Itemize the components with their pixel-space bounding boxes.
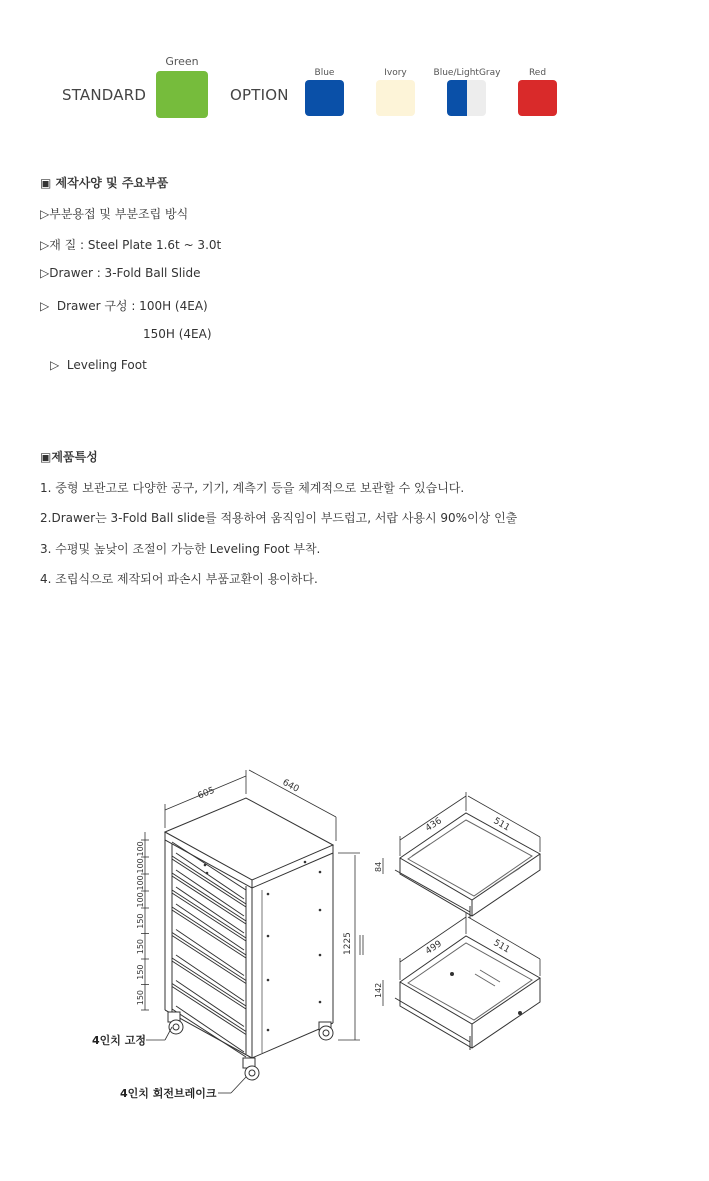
red-color-swatch <box>518 80 557 116</box>
drawer-height-label: 150 <box>136 938 145 955</box>
feature-item: 1. 중형 보관고로 다양한 공구, 기기, 계측기 등을 체계적으로 보관할 수 있습니다. <box>40 481 465 495</box>
ivory-color-label: Ivory <box>384 68 407 78</box>
spec-heading: ▣ 제작사양 및 주요부품 <box>40 176 169 190</box>
blue-color-swatch <box>305 80 344 116</box>
drawer-front-bottom <box>172 958 246 1006</box>
spec-item: ▷부분용접 및 부분조립 방식 <box>40 207 189 221</box>
drawer-height-label: 100 <box>136 858 145 874</box>
small-drawer-width: 436 <box>423 816 444 834</box>
blue-color-label: Blue <box>314 68 335 78</box>
large-drawer-width: 499 <box>423 939 444 957</box>
drawer-front-bottom <box>172 984 246 1032</box>
feature-item: 3. 수평및 높낮이 조절이 가능한 Leveling Foot 부착. <box>40 542 321 556</box>
drawer-height-label: 100 <box>136 841 145 857</box>
blue-lightgray-color-label: Blue/LightGray <box>433 68 501 78</box>
blue-lightgray-color-swatch <box>447 80 486 116</box>
caster-fixed-label: 4인치 고정 <box>92 1034 146 1047</box>
drawer-front-bottom <box>172 1009 246 1057</box>
drawer-height-label: 150 <box>136 964 145 980</box>
spec-item: ▷Drawer : 3-Fold Ball Slide <box>40 266 201 280</box>
drawer-height-label: 150 <box>136 913 145 929</box>
drawer-height-label: 150 <box>136 989 145 1006</box>
caster-swivel-label: 4인치 회전브레이크 <box>120 1087 217 1100</box>
large-drawer-depth: 511 <box>491 938 512 956</box>
spec-item: ▷재 질 : Steel Plate 1.6t ~ 3.0t <box>40 238 222 252</box>
ivory-color-swatch <box>376 80 415 116</box>
spec-item: ▷ Drawer 구성 : 100H (4EA) <box>40 299 208 313</box>
cabinet-height-dimension: 1225 <box>343 932 353 955</box>
drawer-handle <box>176 955 244 1001</box>
cabinet-width-dimension: 605 <box>196 785 217 802</box>
drawer-front-bottom <box>172 933 246 981</box>
drawer-height-label: 100 <box>136 875 145 891</box>
red-color-label: Red <box>528 68 547 78</box>
drawer-handle <box>176 887 244 933</box>
feature-item: 4. 조립식으로 제작되어 파손시 부품교환이 용이하다. <box>40 572 318 586</box>
feature-heading: ▣제품특성 <box>40 450 98 464</box>
standard-label: STANDARD <box>62 86 147 104</box>
spec-item: ▷ Leveling Foot <box>50 358 147 372</box>
drawer-handle <box>176 904 244 950</box>
drawer-handle <box>176 1006 244 1052</box>
cabinet-depth-dimension: 640 <box>280 777 301 795</box>
feature-item: 2.Drawer는 3-Fold Ball slide를 적용하여 움직임이 부드럽고, 서랍 사용시 90%이상 인출 <box>40 511 518 525</box>
drawer-handle <box>176 981 244 1027</box>
large-drawer-drawing <box>395 936 540 1050</box>
large-drawer-height: 142 <box>374 982 383 998</box>
spec-item: 150H (4EA) <box>143 327 212 341</box>
cabinet-technical-drawing <box>0 740 709 1120</box>
drawer-height-label: 100 <box>136 892 145 908</box>
option-label: OPTION <box>230 86 289 104</box>
drawer-handle <box>176 930 244 976</box>
small-drawer-depth: 511 <box>491 816 512 834</box>
green-color-swatch <box>156 71 208 118</box>
drawer-handle <box>176 870 244 916</box>
small-drawer-height: 84 <box>374 861 383 872</box>
green-color-label: Green <box>165 55 199 68</box>
